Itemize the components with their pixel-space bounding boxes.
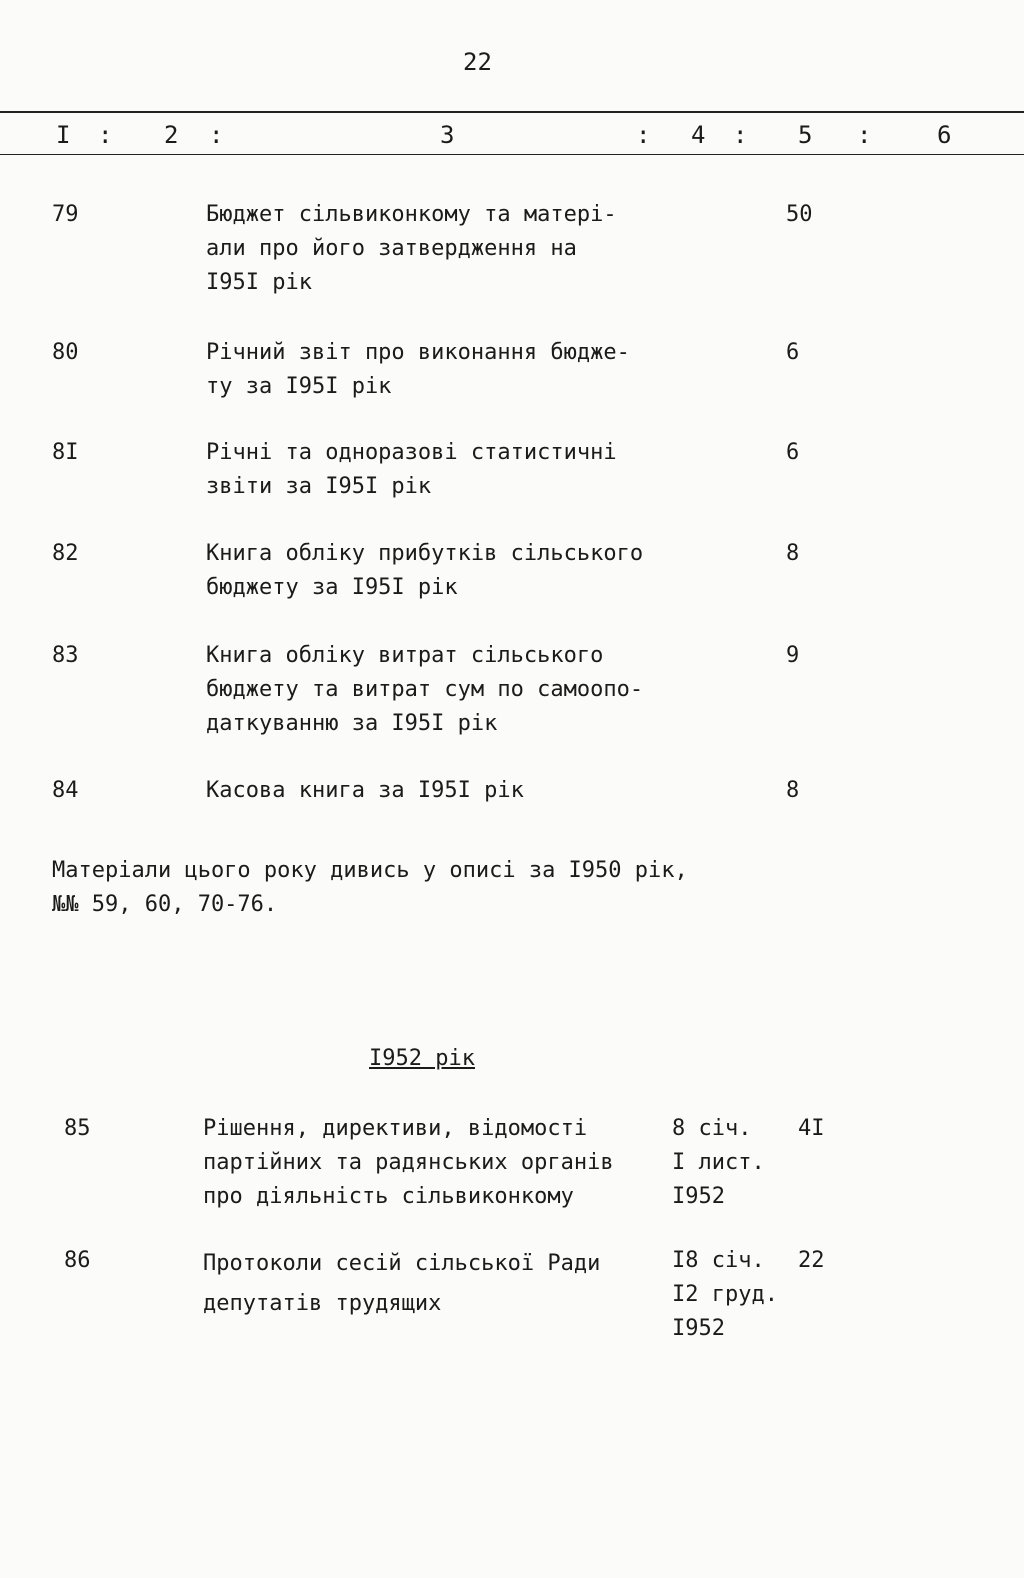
entry-title: Книга обліку витрат сільського бюджету та витрат сум по самоопо- даткуванню за I95I рік	[206, 643, 644, 736]
entry-dates: I8 січ. I2 груд. I952	[672, 1248, 778, 1341]
entry-number: 80	[52, 340, 79, 365]
entry-sheet-count: 6	[786, 440, 800, 465]
entry-title: Річний звіт про виконання бюдже- ту за I95I рік	[206, 340, 630, 399]
entry-sheet-count: 8	[786, 541, 800, 566]
header-col-5: 5	[798, 121, 813, 149]
cross-reference-note: Матеріали цього року дивись у описі за I950 рік, №№ 59, 60, 70-76.	[52, 858, 688, 917]
section-title-1952: I952 рік	[369, 1046, 475, 1071]
page-number: 22	[463, 48, 492, 76]
header-col-1: I	[56, 121, 71, 149]
header-col-2: 2	[164, 121, 179, 149]
header-separator: :	[98, 121, 113, 149]
entry-sheet-count: 6	[786, 340, 800, 365]
entry-title: Рішення, директиви, відомості партійних та радянських органів про діяльність сільвиконкому	[203, 1116, 614, 1209]
entry-title: Бюджет сільвиконкому та матері- али про його затвердження на I95I рік	[206, 202, 617, 295]
header-separator: :	[733, 121, 748, 149]
entry-sheet-count: 50	[786, 202, 813, 227]
header-separator: :	[857, 121, 872, 149]
entry-title: Касова книга за I95I рік	[206, 778, 524, 803]
entry-sheet-count: 8	[786, 778, 800, 803]
entry-title: Книга обліку прибутків сільського бюджету за I95I рік	[206, 541, 644, 600]
entry-number: 79	[52, 202, 79, 227]
entry-title: Протоколи сесій сільської Ради депутатів трудящих	[203, 1251, 601, 1316]
header-col-6: 6	[937, 121, 952, 149]
header-col-3: 3	[440, 121, 455, 149]
entry-sheet-count: 9	[786, 643, 800, 668]
entry-number: 82	[52, 541, 79, 566]
entry-sheet-count: 4I	[798, 1116, 825, 1141]
entry-number: 83	[52, 643, 79, 668]
header-top-rule	[0, 111, 1024, 113]
entry-number: 85	[64, 1116, 91, 1141]
entry-number: 84	[52, 778, 79, 803]
entry-number: 8I	[52, 440, 79, 465]
header-col-4: 4	[691, 121, 706, 149]
entry-dates: 8 січ. I лист. I952	[672, 1116, 765, 1209]
entry-sheet-count: 22	[798, 1248, 825, 1273]
entry-title: Річні та одноразові статистичні звіти за I95I рік	[206, 440, 617, 499]
header-bottom-rule	[0, 154, 1024, 155]
header-separator: :	[209, 121, 224, 149]
entry-number: 86	[64, 1248, 91, 1273]
header-separator: :	[636, 121, 651, 149]
